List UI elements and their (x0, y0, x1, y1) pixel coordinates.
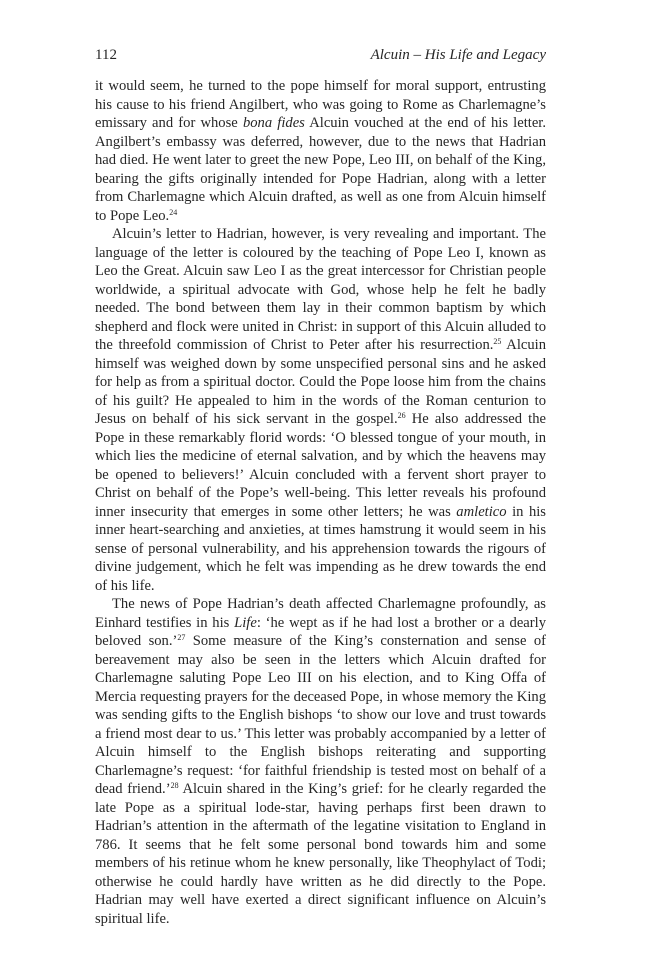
text-run: : ‘he wept as if he had lost a brother or a dearly beloved son.’ (95, 614, 546, 649)
text-run: Alcuin vouched at the end of his letter. Angilbert’s embassy was deferred, however, due to the news that Hadrian had died. He went later to greet the new Pope, Leo III, on behalf of the King, bearing the gifts originally intended for Pope Hadrian, along with a letter from Charlemagne which Alcuin drafted, as well as one from Alcuin himself to Pope Leo. (95, 115, 546, 224)
footnote-ref: 27 (177, 633, 186, 642)
paragraph-1 (95, 77, 546, 225)
italic-phrase: amletico (456, 503, 507, 520)
italic-phrase: Life (234, 614, 257, 631)
text-run: Some measure of the King’s consternation and sense of bereavement may also be seen in the letters which Alcuin drafted for Charlemagne saluting Pope Leo III on his election, and to King Offa of Mercia requesting prayers for the deceased Pope, in whose memory the King was sending gifts to the English bishops ‘to show our love and trust towards a friend most dear to us.’ This letter was probably accompanied by a letter of Alcuin himself to the English bishops reiterating and supporting Charlemagne’s request: ‘for faithful friendship is tested most on behalf of a dead friend.’ (95, 633, 546, 797)
text-run: He also addressed the Pope in these remarkably florid words: ‘O blessed tongue of your mouth, in which lies the medicine of eternal salvation, and by which the heavens may be opened to believers!’ Alcuin concluded with a fervent short prayer to Christ on behalf of the Pope’s well-being. This letter reveals his profound inner insecurity that emerges in some other letters; he was (95, 411, 546, 520)
text-run: Alcuin’s letter to Hadrian, however, is very revealing and important. The language of the letter is coloured by the teaching of Pope Leo I, known as Leo the Great. Alcuin saw Leo I as the great intercessor for Christian people worldwide, a spiritual advocate with God, whose help he felt he badly needed. The bond between them lay in their common baptism by which shepherd and flock were united in Christ: in support of this Alcuin alluded to the threefold commission of Christ to Peter after his resurrection. (95, 226, 546, 353)
paragraph-2 (95, 225, 546, 595)
body-text (95, 77, 546, 928)
footnote-ref: 24 (169, 207, 178, 217)
page-header (95, 44, 546, 66)
footnote-ref: 25 (493, 337, 502, 346)
page-number: 112 (95, 47, 117, 63)
text-run: Alcuin himself was weighed down by some unspecified personal sins and he asked for help as from a spiritual doctor. Could the Pope loose him from the chains of his guilt? He appealed to him in the words of the Roman centurion to Jesus on behalf of his sick servant in the gospel. (95, 337, 546, 427)
italic-phrase: bona fides (242, 115, 305, 131)
text-run: in his inner heart-searching and anxieties, at times hamstrung it would seem in his sense of personal vulnerability, and his apprehension towards the rigours of divine judgement, which he felt was impending as he drew towards the end of his life. (95, 503, 546, 594)
footnote-ref: 26 (397, 411, 406, 420)
text-run: Alcuin shared in the King’s grief: for he clearly regarded the late Pope as a spiritual lode-star, having perhaps first been drawn to Hadrian’s attention in the aftermath of the legatine visitation to England in 786. It seems that he felt some personal bond towards him and some members of his retinue whom he knew personally, like Theophylact of Todi; otherwise he could hardly have written as he did directly to the Pope. Hadrian may well have exerted a direct significant influence on Alcuin’s spiritual life. (95, 781, 546, 927)
paragraph-3 (95, 595, 546, 928)
footnote-ref: 28 (170, 781, 179, 790)
text-run: The news of Pope Hadrian’s death affected Charlemagne profoundly, as Einhard testifies in his (95, 596, 546, 631)
text-run: it would seem, he turned to the pope himself for moral support, entrusting his cause to his friend Angilbert, who was going to Rome as Charlemagne’s emissary and for whose (95, 78, 546, 131)
running-head: Alcuin – His Life and Legacy (370, 47, 546, 63)
